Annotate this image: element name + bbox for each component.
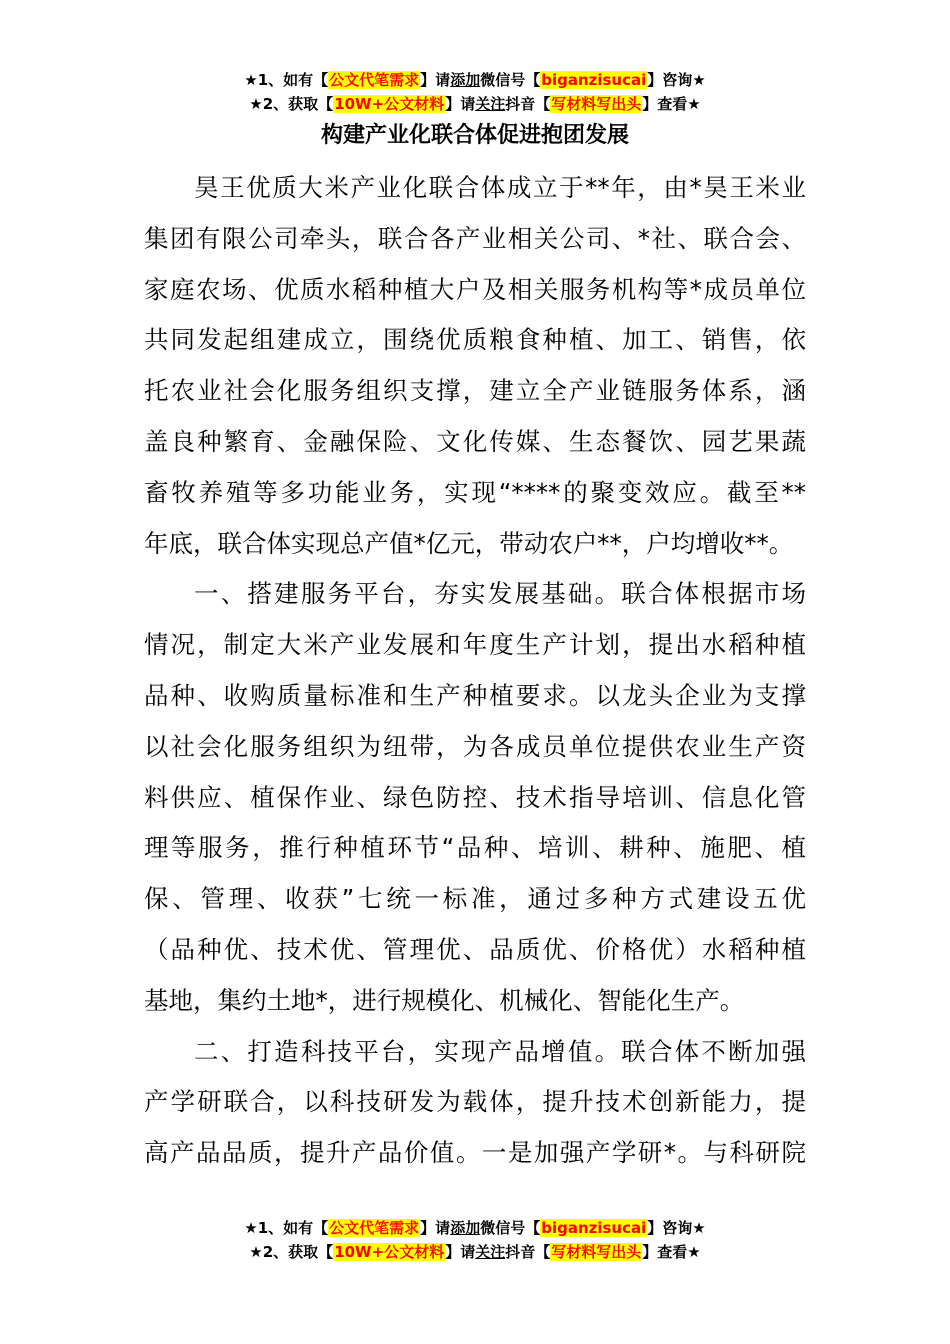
banner-line-1 bbox=[0, 1216, 950, 1240]
body-line: 昊王优质大米产业化联合体成立于**年，由*昊王米业 bbox=[194, 173, 806, 202]
body-line: 高产品品质，提升产品价值。一是加强产学研*。与科研院 bbox=[144, 1138, 806, 1168]
banner-underlined-text: 关注 bbox=[475, 95, 506, 113]
body-line: 理等服务，推行种植环节“品种、培训、耕种、施肥、植 bbox=[144, 833, 806, 863]
banner-text: 】咨询★ bbox=[647, 1219, 706, 1237]
banner-underlined-text: 添加 bbox=[450, 71, 481, 89]
banner-text: 抖音【 bbox=[505, 1243, 551, 1261]
document-title: 构建产业化联合体促进抱团发展 bbox=[320, 123, 629, 148]
body-line: （品种优、技术优、管理优、品质优、价格优）水稻种植 bbox=[144, 934, 806, 964]
banner-text: 】咨询★ bbox=[647, 71, 706, 89]
body-line: 集团有限公司牵头，联合各产业相关公司、*社、联合会、 bbox=[144, 223, 806, 253]
footer-banner bbox=[0, 1216, 950, 1264]
body-line: 品种、收购质量标准和生产种植要求。以龙头企业为支撑 bbox=[144, 680, 806, 710]
banner-text: 】请 bbox=[420, 71, 451, 89]
highlight-wechat-id: biganzisucai bbox=[541, 1219, 647, 1237]
body-line: 情况，制定大米产业发展和年度生产计划，提出水稻种植 bbox=[144, 630, 806, 660]
banner-text: ★1、如有【 bbox=[244, 1219, 329, 1237]
highlight-materials: 10W+公文材料 bbox=[334, 1243, 445, 1261]
body-line: 料供应、植保作业、绿色防控、技术指导培训、信息化管 bbox=[144, 782, 806, 812]
body-line: 保、管理、收获”七统一标准，通过多种方式建设五优 bbox=[144, 884, 806, 914]
body-line: 家庭农场、优质水稻种植大户及相关服务机构等*成员单位 bbox=[144, 274, 806, 304]
banner-text: ★1、如有【 bbox=[244, 71, 329, 89]
body-line: 年底，联合体实现总产值*亿元，带动农户**，户均增收**。 bbox=[144, 528, 794, 558]
body-line: 盖良种繁育、金融保险、文化传媒、生态餐饮、园艺果蔬 bbox=[144, 426, 806, 456]
body-line: 共同发起组建成立，围绕优质粮食种植、加工、销售，依 bbox=[144, 325, 806, 355]
banner-text: 】查看★ bbox=[642, 95, 701, 113]
highlight-service: 公文代笔需求 bbox=[329, 71, 420, 89]
body-line: 以社会化服务组织为纽带，为各成员单位提供农业生产资 bbox=[144, 731, 806, 761]
body-line: 一、搭建服务平台，夯实发展基础。联合体根据市场 bbox=[194, 579, 806, 609]
header-banner bbox=[0, 68, 950, 116]
highlight-douyin-account: 写材料写出头 bbox=[551, 1243, 642, 1261]
banner-text: 】查看★ bbox=[642, 1243, 701, 1261]
highlight-service: 公文代笔需求 bbox=[329, 1219, 420, 1237]
banner-text: 】请 bbox=[445, 95, 476, 113]
banner-text: ★2、获取【 bbox=[249, 1243, 334, 1261]
banner-line-2 bbox=[0, 1240, 950, 1264]
body-line: 畜牧养殖等多功能业务，实现“****的聚变效应。截至** bbox=[144, 477, 806, 507]
banner-underlined-text: 关注 bbox=[475, 1243, 506, 1261]
document-body bbox=[144, 163, 806, 1179]
banner-line-2 bbox=[0, 92, 950, 116]
body-line: 二、打造科技平台，实现产品增值。联合体不断加强 bbox=[194, 1036, 806, 1066]
highlight-materials: 10W+公文材料 bbox=[334, 95, 445, 113]
body-line: 产学研联合，以科技研发为载体，提升技术创新能力，提 bbox=[144, 1087, 806, 1117]
body-line: 基地，集约土地*，进行规模化、机械化、智能化生产。 bbox=[144, 985, 745, 1015]
banner-text: 微信号【 bbox=[480, 71, 541, 89]
banner-text: 微信号【 bbox=[480, 1219, 541, 1237]
banner-text: 】请 bbox=[420, 1219, 451, 1237]
banner-underlined-text: 添加 bbox=[450, 1219, 481, 1237]
banner-line-1 bbox=[0, 68, 950, 92]
banner-text: 抖音【 bbox=[505, 95, 551, 113]
banner-text: 】请 bbox=[445, 1243, 476, 1261]
highlight-douyin-account: 写材料写出头 bbox=[551, 95, 642, 113]
highlight-wechat-id: biganzisucai bbox=[541, 71, 647, 89]
banner-text: ★2、获取【 bbox=[249, 95, 334, 113]
body-line: 托农业社会化服务组织支撑，建立全产业链服务体系，涵 bbox=[144, 376, 806, 406]
